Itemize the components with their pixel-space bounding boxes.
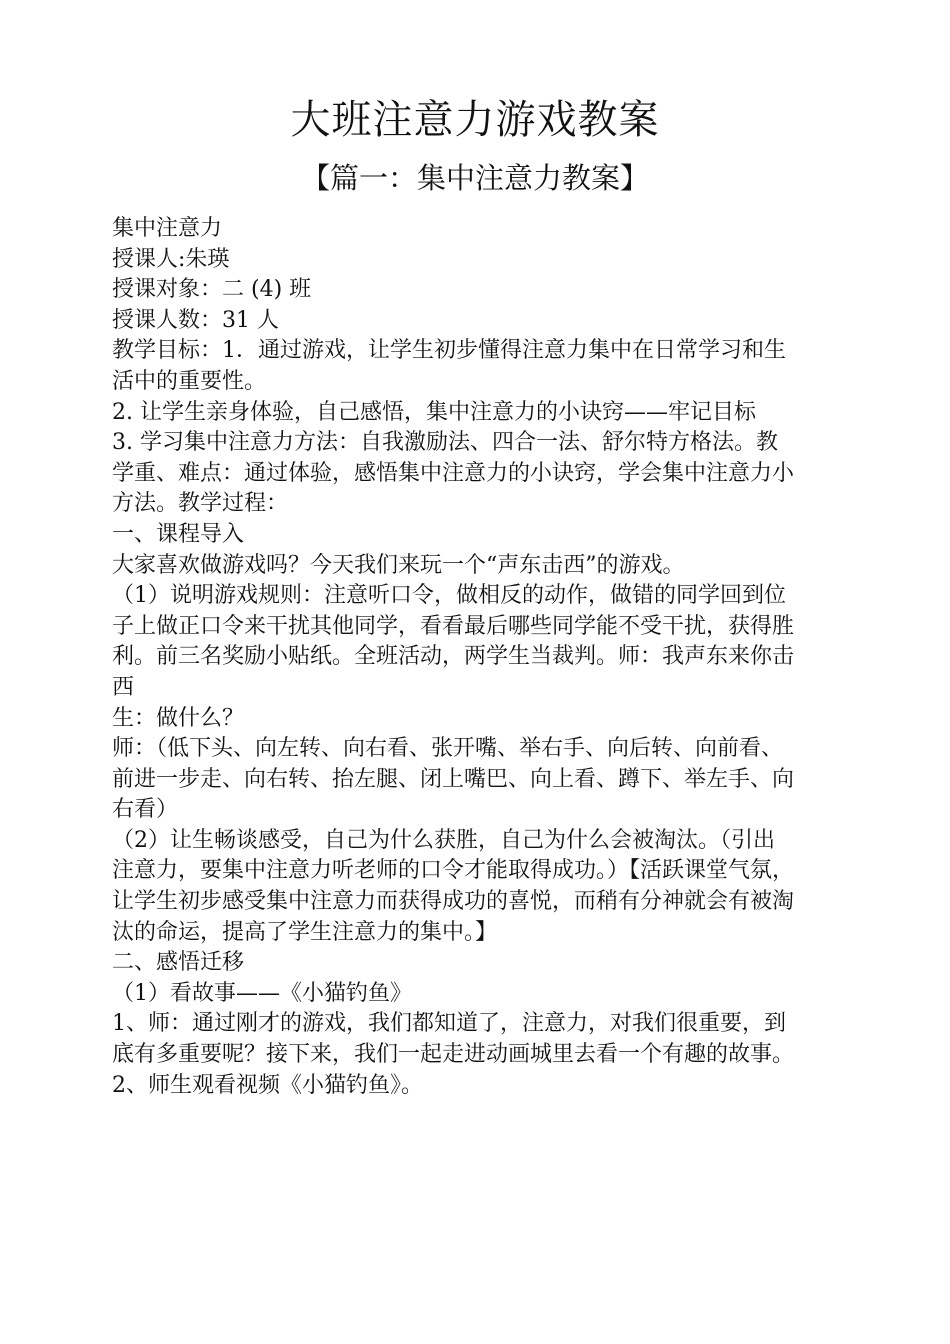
body-line: 子上做正口令来干扰其他同学，看看最后哪些同学能不受干扰，获得胜 — [112, 613, 795, 639]
body-line: 利。前三名奖励小贴纸。全班活动，两学生当裁判。师：我声东来你击 — [112, 644, 795, 670]
body-line: 右看） — [112, 797, 179, 823]
body-line: 3. 学习集中注意力方法：自我激励法、四合一法、舒尔特方格法。教 — [112, 430, 778, 456]
body-line: （1）看故事——《小猫钓鱼》 — [112, 980, 412, 1006]
body-line: 师：（低下头、向左转、向右看、张开嘴、举右手、向后转、向前看、 — [112, 736, 784, 762]
body-line: 活中的重要性。 — [112, 368, 267, 394]
document-subtitle: 【篇一：集中注意力教案】 — [300, 161, 649, 195]
body-line: 2. 让学生亲身体验，自己感悟，集中注意力的小诀窍——牢记目标 — [112, 399, 756, 425]
document-title: 大班注意力游戏教案 — [290, 97, 660, 143]
body-line: 集中注意力 — [112, 216, 223, 241]
body-line: 教学目标：1．通过游戏，让学生初步懂得注意力集中在日常学习和生 — [112, 338, 786, 364]
body-line: 授课人:朱瑛 — [112, 246, 230, 272]
body-line: 注意力，要集中注意力听老师的口令才能取得成功。）【活跃课堂气氛， — [112, 858, 795, 884]
body-line: 大家喜欢做游戏吗？今天我们来玩一个“声东击西”的游戏。 — [112, 552, 685, 578]
body-line: 汰的命运，提高了学生注意力的集中。】 — [112, 919, 498, 945]
body-line: 前进一步走、向右转、抬左腿、闭上嘴巴、向上看、蹲下、举左手、向 — [112, 766, 795, 792]
body-line: 让学生初步感受集中注意力而获得成功的喜悦，而稍有分神就会有被淘 — [112, 889, 795, 915]
body-line: 2、师生观看视频《小猫钓鱼》。 — [112, 1072, 423, 1098]
body-line: 西 — [112, 674, 135, 700]
body-line: 1、师：通过刚才的游戏，我们都知道了，注意力，对我们很重要，到 — [112, 1011, 786, 1037]
body-line: 一、课程导入 — [112, 521, 245, 547]
document-body — [112, 214, 848, 1101]
body-line: 二、感悟迁移 — [112, 950, 245, 976]
body-line: （2）让生畅谈感受，自己为什么获胜，自己为什么会被淘汰。（引出 — [112, 827, 775, 853]
body-line: 方法。教学过程： — [112, 491, 289, 517]
body-line: 学重、难点：通过体验，感悟集中注意力的小诀窍，学会集中注意力小 — [112, 460, 795, 486]
body-line: （1）说明游戏规则：注意听口令，做相反的动作，做错的同学回到位 — [112, 583, 786, 609]
body-line: 授课对象：二 (4) 班 — [112, 277, 312, 303]
body-line: 授课人数：31 人 — [112, 307, 279, 333]
body-line: 底有多重要呢？接下来，我们一起走进动画城里去看一个有趣的故事。 — [112, 1042, 795, 1068]
body-line: 生：做什么？ — [112, 705, 245, 731]
